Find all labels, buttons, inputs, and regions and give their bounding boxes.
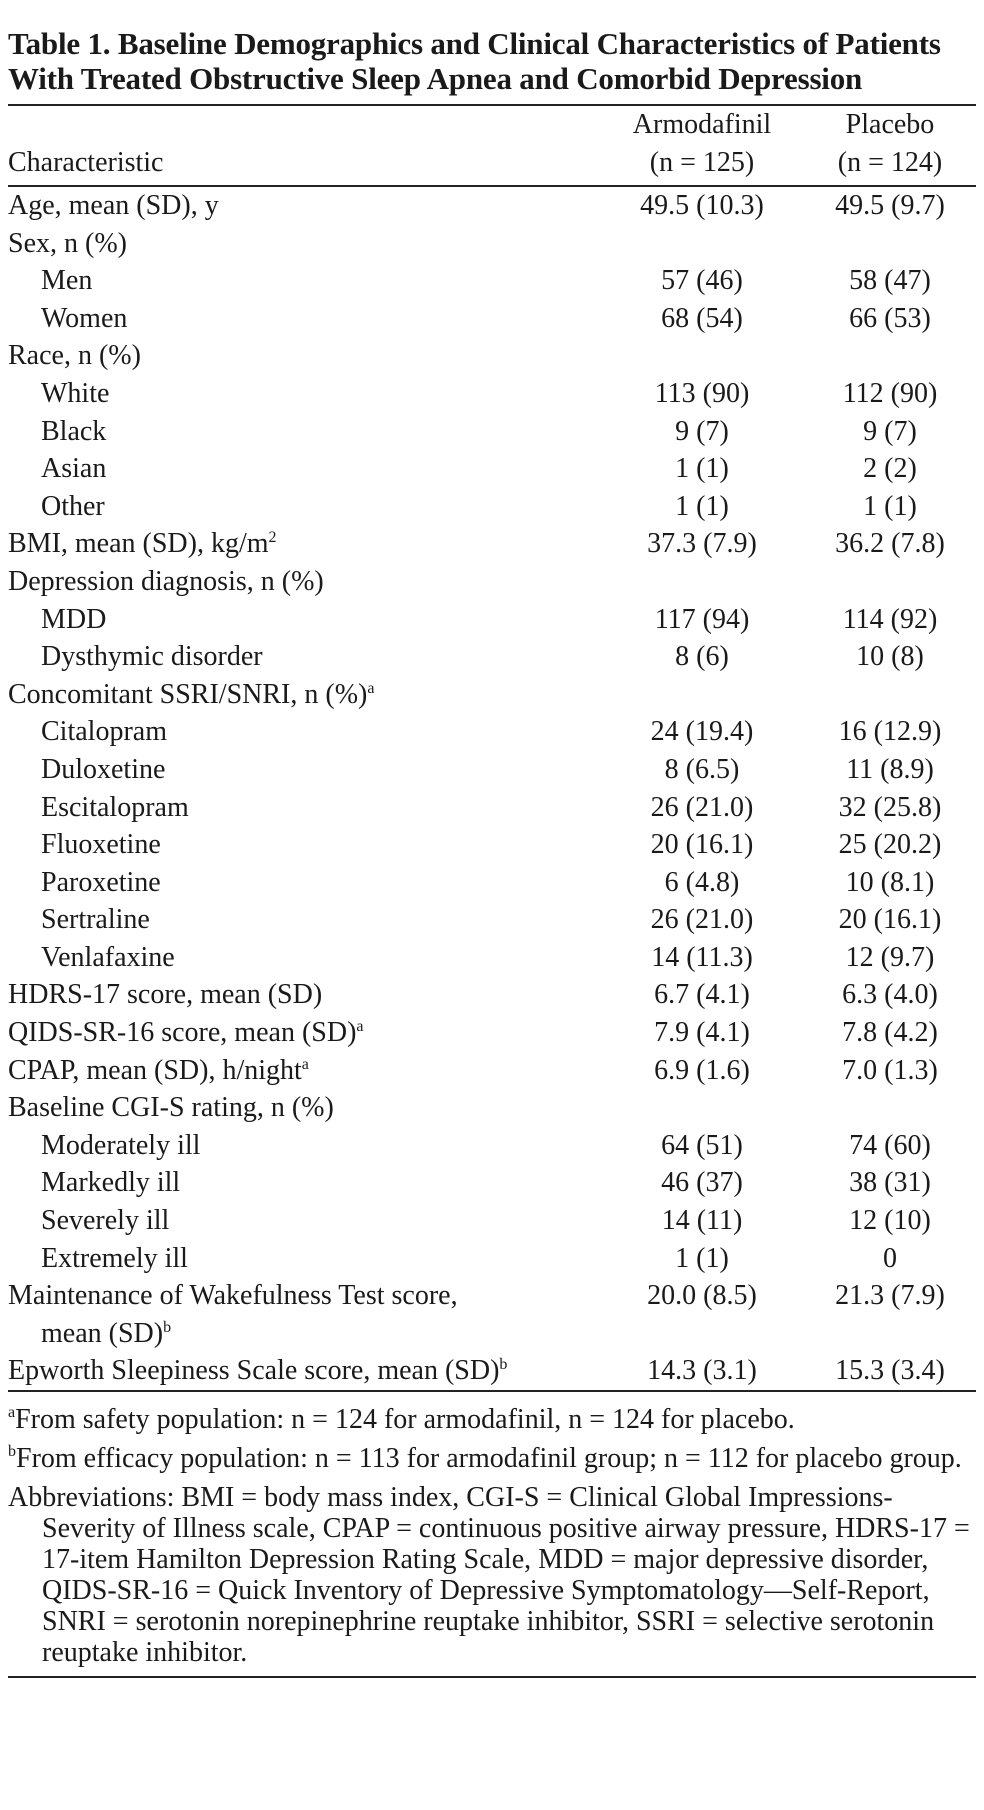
placebo-value: [804, 1089, 976, 1127]
row-label: [8, 1240, 602, 1278]
row-label: [8, 864, 602, 902]
placebo-value: 20 (16.1): [838, 904, 942, 936]
row-label: [8, 901, 602, 939]
row-label: [8, 488, 602, 526]
placebo-value: 9 (7): [863, 415, 917, 447]
armodafinil-value: [602, 225, 804, 263]
placebo-value: 7.8 (4.2): [842, 1017, 938, 1049]
table-row: [8, 1089, 976, 1127]
data-table: [8, 106, 976, 185]
placebo-value: 12 (9.7): [845, 941, 935, 973]
table-row: [8, 1277, 976, 1352]
row-label-text: Escitalopram: [41, 791, 189, 823]
placebo-value: 12 (10): [849, 1205, 931, 1237]
armodafinil-value: 1 (1): [675, 490, 729, 522]
row-label-text: Sertraline: [41, 904, 150, 936]
row-label-text: Race, n (%): [8, 340, 141, 372]
footnote-b-mark: b: [8, 1443, 16, 1460]
armodafinil-value: 6.9 (1.6): [654, 1054, 750, 1086]
placebo-value: 25 (20.2): [838, 829, 942, 861]
placebo-value: 11 (8.9): [846, 753, 934, 785]
row-label: [8, 713, 602, 751]
placebo-value: [804, 676, 976, 714]
armodafinil-value: 8 (6.5): [664, 753, 740, 785]
armodafinil-value: 57 (46): [661, 265, 743, 297]
placebo-value: [804, 563, 976, 601]
table-row: [8, 601, 976, 639]
row-label-text: Asian: [41, 453, 107, 485]
row-label: [8, 976, 602, 1014]
row-label-text: Women: [41, 302, 128, 334]
table-row: [8, 337, 976, 375]
row-label-text: Venlafaxine: [41, 941, 175, 973]
row-label: [8, 826, 602, 864]
armodafinil-value: 6 (4.8): [664, 866, 740, 898]
table-row: [8, 300, 976, 338]
row-label: [8, 1202, 602, 1240]
row-label: [8, 676, 602, 714]
header-row-1: [8, 106, 976, 144]
placebo-value: 1 (1): [863, 490, 917, 522]
header-armodafinil-n: (n = 125): [649, 147, 755, 178]
table-row: [8, 262, 976, 300]
table-row: [8, 525, 976, 563]
armodafinil-value: 9 (7): [675, 415, 729, 447]
header-placebo-n: (n = 124): [837, 147, 943, 178]
table-row: [8, 826, 976, 864]
armodafinil-value: 6.7 (4.1): [654, 979, 750, 1011]
row-label-text: Sex, n (%): [8, 227, 127, 259]
row-label-text: CPAP, mean (SD), h/night: [8, 1054, 302, 1086]
row-label-continued-text: mean (SD): [41, 1317, 164, 1349]
armodafinil-value: 64 (51): [661, 1129, 743, 1161]
header-characteristic: Characteristic: [8, 147, 164, 178]
armodafinil-value: [602, 1089, 804, 1127]
armodafinil-value: 14 (11): [661, 1205, 743, 1237]
armodafinil-value: 14.3 (3.1): [647, 1355, 757, 1387]
armodafinil-value: 117 (94): [654, 603, 750, 635]
table-title: Table 1. Baseline Demographics and Clinical Characteristics of Patients With Treated Obstructive Sleep Apnea and Comorbid Depression: [8, 26, 941, 96]
table-row: [8, 1014, 976, 1052]
armodafinil-value: 26 (21.0): [650, 904, 754, 936]
armodafinil-value: [602, 676, 804, 714]
row-label-text: Markedly ill: [41, 1167, 181, 1199]
placebo-value: 15.3 (3.4): [835, 1355, 945, 1387]
footnote-a-mark: a: [8, 1404, 16, 1421]
armodafinil-value: 1 (1): [675, 1242, 729, 1274]
table-row: [8, 450, 976, 488]
table-row: [8, 751, 976, 789]
placebo-value: [804, 225, 976, 263]
row-label-text: Baseline CGI-S rating, n (%): [8, 1092, 334, 1124]
row-label: [8, 337, 602, 375]
placebo-value: 49.5 (9.7): [835, 190, 945, 221]
row-label: [8, 1352, 602, 1390]
table-row: [8, 1127, 976, 1165]
armodafinil-value: [602, 563, 804, 601]
footnote-marker: 2: [268, 529, 277, 547]
placebo-value: 21.3 (7.9): [835, 1280, 945, 1312]
footnote-a: [8, 1404, 976, 1435]
row-label: [8, 187, 602, 225]
footnote-marker: a: [367, 679, 375, 697]
row-label-text: Moderately ill: [41, 1129, 201, 1161]
footnote-marker: a: [356, 1018, 364, 1036]
placebo-value: 2 (2): [863, 453, 917, 485]
row-label: [8, 638, 602, 676]
placebo-value: 10 (8): [856, 641, 924, 673]
footnote-marker: b: [499, 1356, 508, 1374]
table-row: [8, 1240, 976, 1278]
footnote-a-text: From safety population: n = 124 for armodafinil, n = 124 for placebo.: [15, 1404, 795, 1435]
row-label: [8, 1127, 602, 1165]
table-row: [8, 563, 976, 601]
row-label-text: Severely ill: [41, 1205, 170, 1237]
armodafinil-value: 14 (11.3): [651, 941, 753, 973]
row-label-text: Men: [41, 265, 93, 297]
footnote-b-text: From efficacy population: n = 113 for armodafinil group; n = 112 for placebo group.: [16, 1443, 962, 1474]
row-label-text: Maintenance of Wakefulness Test score,: [8, 1280, 458, 1312]
row-label-text: Extremely ill: [41, 1242, 188, 1274]
table-row: [8, 1352, 976, 1390]
placebo-value: 36.2 (7.8): [835, 528, 945, 560]
table-row: [8, 864, 976, 902]
footnote-abbreviations: Abbreviations: BMI = body mass index, CGI-S = Clinical Global Impressions-Severity of Illness scale, CPAP = continuous positive airway pressure, HDRS-17 = 17-item Hamilton Depression Rating Scale, MDD = major depressive disorder, QIDS-SR-16 = Quick Inventory of Depressive Symptomatology—Self-Report, SNRI = serotonin norepinephrine reuptake inhibitor, SSRI = selective serotonin reuptake inhibitor.: [8, 1482, 970, 1668]
placebo-value: 16 (12.9): [838, 716, 942, 748]
row-label: [8, 225, 602, 263]
placebo-value: 10 (8.1): [845, 866, 935, 898]
row-label-text: Other: [41, 490, 105, 522]
armodafinil-value: 49.5 (10.3): [640, 190, 764, 221]
footnote-marker: b: [163, 1318, 172, 1336]
row-label: [8, 450, 602, 488]
armodafinil-value: 26 (21.0): [650, 791, 754, 823]
row-label-text: MDD: [41, 603, 107, 635]
table-row: [8, 375, 976, 413]
placebo-value: 66 (53): [849, 302, 931, 334]
placebo-value: 114 (92): [842, 603, 938, 635]
header-armodafinil: Armodafinil: [632, 109, 772, 140]
row-label: [8, 413, 602, 451]
armodafinil-value: 113 (90): [654, 377, 750, 409]
placebo-value: 7.0 (1.3): [842, 1054, 938, 1086]
placebo-value: 38 (31): [849, 1167, 931, 1199]
row-label: [8, 563, 602, 601]
footnote-marker: a: [301, 1055, 309, 1073]
row-label: [8, 300, 602, 338]
row-label-text: BMI, mean (SD), kg/m: [8, 528, 269, 560]
table-row: [8, 225, 976, 263]
row-label-text: Black: [41, 415, 107, 447]
table-row: [8, 187, 976, 225]
placebo-value: 32 (25.8): [838, 791, 942, 823]
armodafinil-value: 20.0 (8.5): [647, 1280, 757, 1312]
table-row: [8, 1052, 976, 1090]
row-label-text: Concomitant SSRI/SNRI, n (%): [8, 678, 368, 710]
armodafinil-value: [602, 337, 804, 375]
placebo-value: 112 (90): [842, 377, 938, 409]
armodafinil-value: 37.3 (7.9): [647, 528, 757, 560]
row-label-continued: [8, 1315, 602, 1353]
data-table-body: [8, 187, 976, 1390]
row-label-text: HDRS-17 score, mean (SD): [8, 979, 323, 1011]
row-label-text: QIDS-SR-16 score, mean (SD): [8, 1017, 357, 1049]
row-label-text: White: [41, 377, 110, 409]
row-label-text: Age, mean (SD), y: [8, 190, 219, 221]
row-label: [8, 1052, 602, 1090]
header-row-2: [8, 144, 976, 185]
table-row: [8, 488, 976, 526]
table-row: [8, 413, 976, 451]
placebo-value: 58 (47): [849, 265, 931, 297]
row-label: [8, 601, 602, 639]
row-label: [8, 751, 602, 789]
armodafinil-value: 7.9 (4.1): [654, 1017, 750, 1049]
table-row: [8, 713, 976, 751]
row-label-text: Depression diagnosis, n (%): [8, 565, 324, 597]
table-row: [8, 1202, 976, 1240]
table-row: [8, 676, 976, 714]
row-label-text: Epworth Sleepiness Scale score, mean (SD): [8, 1355, 500, 1387]
footnote-b: [8, 1443, 976, 1474]
armodafinil-value: 1 (1): [675, 453, 729, 485]
placebo-value: [804, 337, 976, 375]
armodafinil-value: 46 (37): [661, 1167, 743, 1199]
row-label-text: Paroxetine: [41, 866, 161, 898]
row-label: [8, 525, 602, 563]
footnotes: [8, 1392, 976, 1668]
row-label: [8, 1089, 602, 1127]
table-row: [8, 1164, 976, 1202]
row-label: [8, 1277, 602, 1352]
row-label: [8, 262, 602, 300]
row-label: [8, 789, 602, 827]
placebo-value: 0: [883, 1242, 897, 1274]
row-label: [8, 375, 602, 413]
row-label: [8, 939, 602, 977]
row-label: [8, 1164, 602, 1202]
row-label-text: Dysthymic disorder: [41, 641, 263, 673]
placebo-value: 74 (60): [849, 1129, 931, 1161]
bottom-rule: [8, 1676, 976, 1678]
placebo-value: 6.3 (4.0): [842, 979, 938, 1011]
row-label-text: Fluoxetine: [41, 829, 161, 861]
row-label-text: Citalopram: [41, 716, 167, 748]
armodafinil-value: 8 (6): [675, 641, 729, 673]
header-placebo: Placebo: [845, 109, 935, 140]
row-label-text: Duloxetine: [41, 753, 166, 785]
table-row: [8, 976, 976, 1014]
table-row: [8, 789, 976, 827]
armodafinil-value: 20 (16.1): [650, 829, 754, 861]
row-label: [8, 1014, 602, 1052]
table-row: [8, 901, 976, 939]
table-row: [8, 939, 976, 977]
table-row: [8, 638, 976, 676]
armodafinil-value: 24 (19.4): [650, 716, 754, 748]
armodafinil-value: 68 (54): [661, 302, 743, 334]
